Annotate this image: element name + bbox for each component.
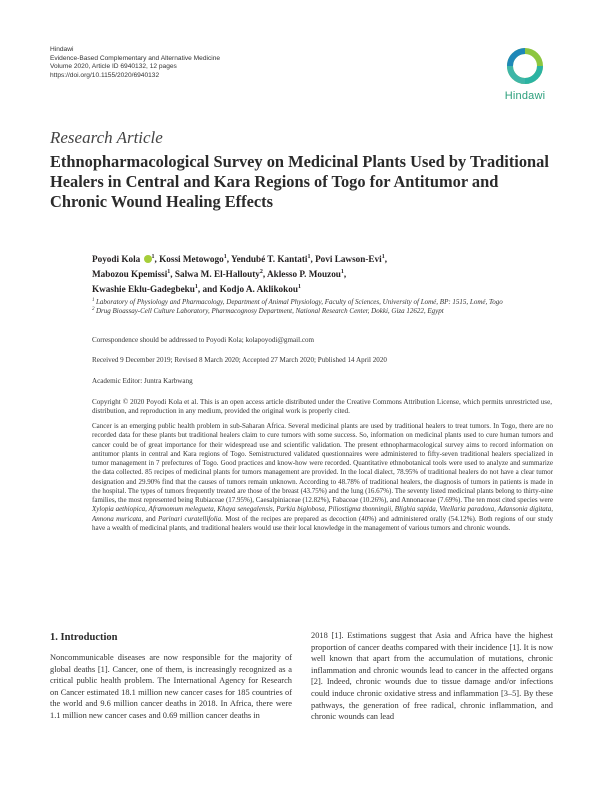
author-affil-sup: 1: [167, 269, 171, 276]
orcid-icon[interactable]: [144, 255, 152, 263]
author-affil-sup: 1: [223, 254, 227, 260]
abstract: [92, 422, 553, 533]
author-name: and Kodjo A. Aklikokou: [202, 284, 298, 295]
author-name: Kwashie Eklu-Gadegbeku: [92, 284, 195, 295]
abstract-text: Cancer is an emerging public health problem in sub-Saharan Africa. Several medicinal plants are used by traditional healers to treat tumors. In Togo, there are no recorded data for these plants but traditional healers claim to cure tumors with some success. So, information on medicinal plants used to cure human tumors and cancer could be of great importance for their widespread use and scientific validation. The present ethnopharmacological survey aims to record information on antitumor plants in central and Kara regions of Togo. Semistructured validated questionnaires were administered to fifty-seven traditional healers specialized in tumor management in 7 prefectures of Togo. Good practices and know-how were recorded. Quantitative ethnobotanical tools were used to analyze and summarize the data collected. 85 recipes of medicinal plants for tumors management are provided. In the local dialect, 78.95% of traditional healers do not have a clear tumor designation and 29.90% find that the causes of tumors remain unknown. According to 48.78% of traditional healers, the diagnosis of tumors in patients is made in the hospital. The types of tumors frequently treated are those of the breast (43.75%) and the lung (16.67%). The seventy listed medicinal plants belong to thirty-nine families, the most represented being Rubiaceae (17.95%), Caesalpiniaceae (12.82%), Fabaceae (10.26%), and Annonaceae (7.69%). The ten most cited species were: [92, 422, 553, 504]
logo-text: Hindawi: [504, 90, 546, 102]
author-affil-sup: 1: [151, 254, 155, 260]
intro-column-right: 2018 [1]. Estimations suggest that Asia and Africa have the highest proportion of cancer deaths compared with their incidence [1]. It is now well known that apart from the accumulation of mutations, chronic inflammation and chronic wounds lead to cancer in the affected organs [2]. Indeed, chronic wounds due to tissue damage and/or infections could induce chronic oxidative stress and inflammation [3–5]. By these pathways, the generation of free radical, chronic inflammation, and chronic wounds can lead: [311, 631, 553, 722]
author-affil-sup: 1: [297, 284, 301, 291]
author-name: Salwa M. El-Hallouty: [174, 269, 260, 280]
author-affil-sup: 1: [307, 254, 311, 260]
author-list: [92, 251, 532, 296]
author-line-1: Poyodi Kola $^1$, Kossi Metowogo$^1$, Yendubé T. Kantati$^1$, Povi Lawson-Evi$^1$,: [92, 254, 387, 265]
author-name: Poyodi Kola: [92, 254, 141, 265]
section-heading: 1. Introduction: [50, 632, 118, 643]
hindawi-logo: [495, 44, 555, 106]
academic-editor: Academic Editor: Juntra Karbwang: [92, 377, 193, 385]
abstract-text: . Most of the recipes are prepared as decoction (40%) and administered orally (54.12%). Both regions of our study have a wealth of medicinal plants, and traditional healers would use their local knowledge in the management of various tumors and chronic wounds.: [92, 514, 553, 532]
abstract-species: Xylopia aethiopica, Aframomum melegueta, Khaya senegalensis, Parkia biglobosa, Piliostigma thonningii, Blighia sapida, Vitellaria paradoxa, Adansonia digitata, Annona muricata,: [92, 505, 553, 523]
affiliation-1: [92, 298, 552, 307]
affiliation-sup: 1: [92, 298, 95, 303]
author-affil-sup: 1: [340, 269, 344, 276]
author-affil-sup: 1: [194, 284, 198, 291]
author-name: Aklesso P. Mouzou: [266, 269, 341, 280]
affiliations: [92, 298, 552, 317]
abstract-species: Parinari curatellifolia: [158, 514, 222, 523]
author-name: Povi Lawson-Evi: [315, 254, 382, 265]
affiliation-text: Laboratory of Physiology and Pharmacology, Department of Animal Physiology, Faculty of Sciences, University of Lomé, BP: 1515, Lomé, Togo: [96, 298, 503, 306]
journal-name: Evidence-Based Complementary and Alternative Medicine: [50, 54, 221, 62]
author-line-3: Kwashie Eklu-Gadegbeku$^1$, and Kodjo A. Aklikokou$^1$: [92, 284, 301, 295]
correspondence: Correspondence should be addressed to Poyodi Kola; kolapoyodi@gmail.com: [92, 336, 315, 344]
intro-column-left: Noncommunicable diseases are now responsible for the majority of global deaths [1]. Cancer, one of them, is increasingly recognized as a critical public health problem. The International Agency for Research on Cancer estimated 18.1 million new cancer cases for 185 countries of the world and 9.6 million cancer deaths in 2018. In Africa, there were 1.1 million new cancer cases and 0.69 million cancer deaths in: [50, 653, 292, 720]
author-name: Yendubé T. Kantati: [230, 254, 308, 265]
publisher-name: Hindawi: [50, 46, 74, 53]
abstract-text: and: [143, 514, 159, 523]
article-title: Ethnopharmacological Survey on Medicinal Plants Used by Traditional Healers in Central and Kara Regions of Togo for Antitumor and Chronic Wound Healing Effects: [50, 152, 549, 211]
author-affil-sup: 1: [381, 254, 385, 260]
hindawi-logo-icon: [495, 44, 555, 90]
affiliation-2: [92, 307, 552, 316]
author-line-2: Mabozou Kpemissi$^1$, Salwa M. El-Hallouty$^2$, Aklesso P. Mouzou$^1$,: [92, 269, 347, 280]
affiliation-sup: 2: [92, 307, 95, 313]
affiliation-text: Drug Bioassay-Cell Culture Laboratory, Pharmacognosy Department, National Research Center, Dokki, Giza 12622, Egypt: [96, 307, 444, 316]
article-dates: Received 9 December 2019; Revised 8 March 2020; Accepted 27 March 2020; Published 14 April 2020: [92, 356, 387, 364]
copyright-notice: Copyright © 2020 Poyodi Kola et al. This is an open access article distributed under the Creative Commons Attribution License, which permits unrestricted use, distribution, and reproduction in any medium, provided the original work is properly cited.: [92, 398, 552, 416]
author-name: Mabozou Kpemissi: [92, 269, 168, 280]
author-name: Kossi Metowogo: [159, 254, 224, 265]
article-type: Research Article: [50, 128, 163, 147]
author-affil-sup: 2: [259, 269, 263, 276]
volume-line: Volume 2020, Article ID 6940132, 12 pages: [50, 63, 177, 71]
doi-link[interactable]: https://doi.org/10.1155/2020/6940132: [50, 71, 160, 79]
journal-meta: [50, 46, 220, 80]
